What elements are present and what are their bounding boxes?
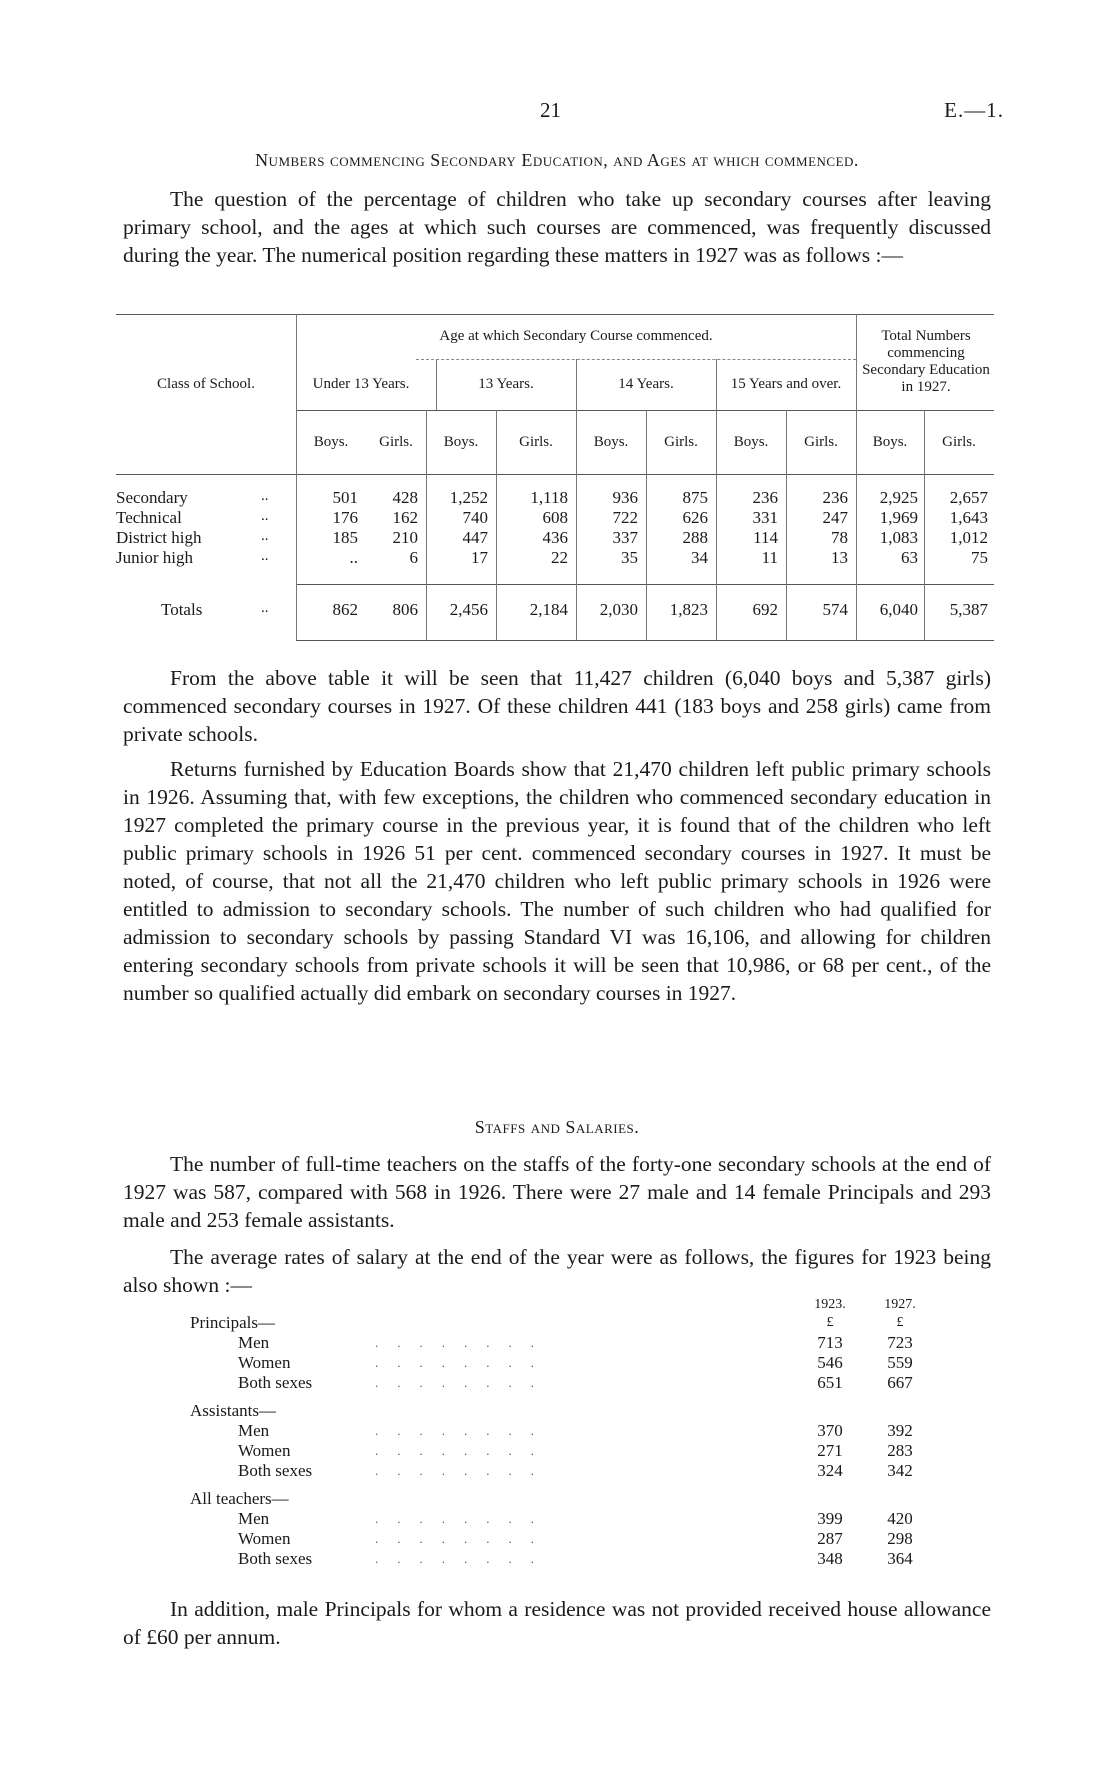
col-header-girls: Girls. [519,434,553,450]
cell: 806 [392,600,418,619]
col-header-girls: Girls. [664,434,698,450]
cell: 667 [887,1373,913,1392]
salary-table [190,1295,940,1585]
cell: 236 [822,488,848,507]
cell: 399 [817,1509,843,1528]
age-group-under-13: Under 13 Years. [312,376,410,392]
salary-intro-paragraph [123,1243,991,1299]
cell: 114 [753,528,778,547]
cell: 364 [887,1549,913,1568]
age-group-13: 13 Years. [478,376,534,392]
closing-text: In addition, male Principals for whom a residence was not provided received house allowance of £60 per annum. [123,1597,991,1649]
group-heading-all-teachers: All teachers— [190,1489,289,1508]
age-commenced-header: Age at which Secondary Course commenced. [439,328,713,344]
row-label: District high [116,528,202,547]
unit-pound: £ [826,1315,834,1330]
cell: 559 [887,1353,913,1372]
cell: 337 [612,528,638,547]
cell: 1,643 [949,508,988,527]
table-row: Both sexes ........ 324 342 [190,1461,940,1481]
year-header-1927: 1927. [884,1297,916,1312]
age-group-15-plus: 15 Years and over. [730,376,842,392]
intro-text: The question of the percentage of children who take up secondary courses after leaving primary school, and the ages at which such courses are commenced, was frequently discussed during the year. The numerical position regarding these matters in 1927 was as follows :— [123,187,991,267]
cell: 271 [817,1441,843,1460]
row-label: Totals [161,600,203,619]
summary-paragraph [123,664,991,748]
table-row: Men ........ 713 723 [190,1333,940,1353]
returns-text: Returns furnished by Education Boards show that 21,470 children left public primary schools in 1926. Assuming that, with few exceptions, the children who commenced secondary education in 1927 completed the primary course in the previous year, it is found that of the children who left public primary schools in 1926 51 per cent. commenced secondary courses in 1927. It must be noted, of course, that not all the 21,470 children who left public primary schools in 1926 were entitled to admission to secondary schools. The number of such children who had qualified for admission to secondary schools by passing Standard VI was 16,106, and allowing for children entering secondary schools from private schools it will be seen that 10,986, or 68 per cent., of the number so qualified actually did embark on secondary courses in 1927. [123,757,991,1005]
table-row: Men ........ 370 392 [190,1421,940,1441]
intro-paragraph [123,185,991,269]
cell: 2,184 [529,600,568,619]
year-header-1923: 1923. [814,1297,846,1312]
row-label: Secondary [116,488,188,507]
col-header-girls: Girls. [379,434,413,450]
row-label: Both sexes [238,1461,313,1480]
cell: 6,040 [879,600,918,619]
cell: .. [349,548,358,567]
unit-pound: £ [896,1315,904,1330]
cell: 936 [612,488,638,507]
cell: 13 [831,548,848,567]
table-row: Women ........ 546 559 [190,1353,940,1373]
cell: 324 [817,1461,843,1480]
table-row: Both sexes ........ 348 364 [190,1549,940,1569]
salary-intro-text: The average rates of salary at the end of the year were as follows, the figures for 1923 being also shown :— [123,1245,991,1297]
cell: 22 [551,548,568,567]
cell: 651 [817,1373,843,1392]
staff-paragraph [123,1150,991,1234]
cell: 236 [752,488,778,507]
cell: 501 [332,488,358,507]
cell: 546 [817,1353,843,1372]
cell: 342 [887,1461,913,1480]
page-number: 21 [540,98,561,122]
cell: 283 [887,1441,913,1460]
row-label: Men [238,1333,270,1352]
row-label: Men [238,1509,270,1528]
cell: 1,083 [879,528,918,547]
col-header-boys: Boys. [872,434,908,450]
cell: 1,012 [949,528,988,547]
cell: 6 [409,548,418,567]
cell: 2,030 [599,600,638,619]
cell: 722 [612,508,638,527]
cell: 78 [831,528,848,547]
cell: 370 [817,1421,843,1440]
cell: 63 [901,548,918,567]
cell: 34 [691,548,708,567]
cell: 713 [817,1333,843,1352]
col-header-girls: Girls. [942,434,976,450]
col-header-boys: Boys. [313,434,349,450]
cell: 447 [462,528,488,547]
cell: 2,925 [879,488,918,507]
section-title-secondary-education: Numbers commencing Secondary Education, and Ages at which commenced. [255,150,859,170]
summary-text: From the above table it will be seen that 11,427 children (6,040 boys and 5,387 girls) commenced secondary courses in 1927. Of these children 441 (183 boys and 258 girls) came from private schools. [123,666,991,746]
cell: 723 [887,1333,913,1352]
document-reference: E.—1. [944,98,1004,122]
col-header-girls: Girls. [804,434,838,450]
cell: 1,823 [669,600,708,619]
table-row: Both sexes ........ 651 667 [190,1373,940,1393]
cell: 162 [392,508,418,527]
row-label: Both sexes [238,1549,313,1568]
group-heading-assistants: Assistants— [190,1401,276,1420]
cell: 298 [887,1529,913,1548]
cell: 288 [682,528,708,547]
cell: 75 [971,548,988,567]
returns-paragraph [123,755,991,1007]
cell: 35 [621,548,638,567]
cell: 5,387 [949,600,988,619]
closing-paragraph [123,1595,991,1651]
cell: 436 [542,528,568,547]
staff-text: The number of full-time teachers on the staffs of the forty-one secondary schools at the end of 1927 was 587, compared with 568 in 1926. There were 27 male and 14 female Principals and 293 male and 253 female assistants. [123,1152,991,1232]
cell: 740 [462,508,488,527]
cell: 626 [682,508,708,527]
cell: 210 [392,528,418,547]
row-label: Technical [116,508,182,527]
cell: 176 [332,508,358,527]
cell: 428 [392,488,418,507]
table-row: Women ........ 287 298 [190,1529,940,1549]
col-header-boys: Boys. [443,434,479,450]
cell: 875 [682,488,708,507]
cell: 862 [332,600,358,619]
col-header-boys: Boys. [733,434,769,450]
cell: 2,456 [449,600,488,619]
cell: 1,969 [879,508,918,527]
cell: 692 [752,600,778,619]
row-label: Men [238,1421,270,1440]
cell: 1,252 [449,488,488,507]
cell: 17 [471,548,488,567]
cell: 331 [752,508,778,527]
table-row: Men ........ 399 420 [190,1509,940,1529]
cell: 287 [817,1529,843,1548]
class-of-school-header: Class of School. [157,376,255,392]
row-label: Both sexes [238,1373,313,1392]
row-label: Women [238,1529,291,1548]
cell: 420 [887,1509,913,1528]
cell: 247 [822,508,848,527]
row-label: Junior high [116,548,193,567]
cell: 2,657 [949,488,988,507]
cell: 348 [817,1549,843,1568]
cell: 392 [887,1421,913,1440]
col-header-boys: Boys. [593,434,629,450]
age-group-14: 14 Years. [618,376,674,392]
cell: 11 [761,548,778,567]
cell: 574 [822,600,848,619]
row-label: Women [238,1441,291,1460]
row-label: Women [238,1353,291,1372]
cell: 185 [332,528,358,547]
cell: 1,118 [530,488,568,507]
age-commencement-table: Class of School. Age at which Secondary Course commenced. Total Numbers commencing Secondary Education in 1927. Under 13 Years. 13 Years. 14 Years. 15 Years and over. Boys. Girls. Boys. Girls. Boys. Girls. Boys. Girls. Boys. Girls. Secondary .. 501 428 1,252 1,118 936 875 236 236 2,925 2,657 Technical .. 176 162 740 608 722 626 331 247 1,969 1,643 District high .. 185 210 447 436 337 288 114 78 1,083 1,012 Junior high .. .. 6 17 22 35 34 11 13 63 75 Totals .. 862 806 2,456 2,184 2,030 1,823 692 574 6,040 5,387 [116,314,994,640]
cell: 608 [542,508,568,527]
group-heading-principals: Principals— [190,1313,275,1332]
total-numbers-header: Total Numbers commencing Secondary Education in 1927. [862,328,990,395]
table-row: Women ........ 271 283 [190,1441,940,1461]
section-title-staffs-salaries: Staffs and Salaries. [474,1117,640,1137]
